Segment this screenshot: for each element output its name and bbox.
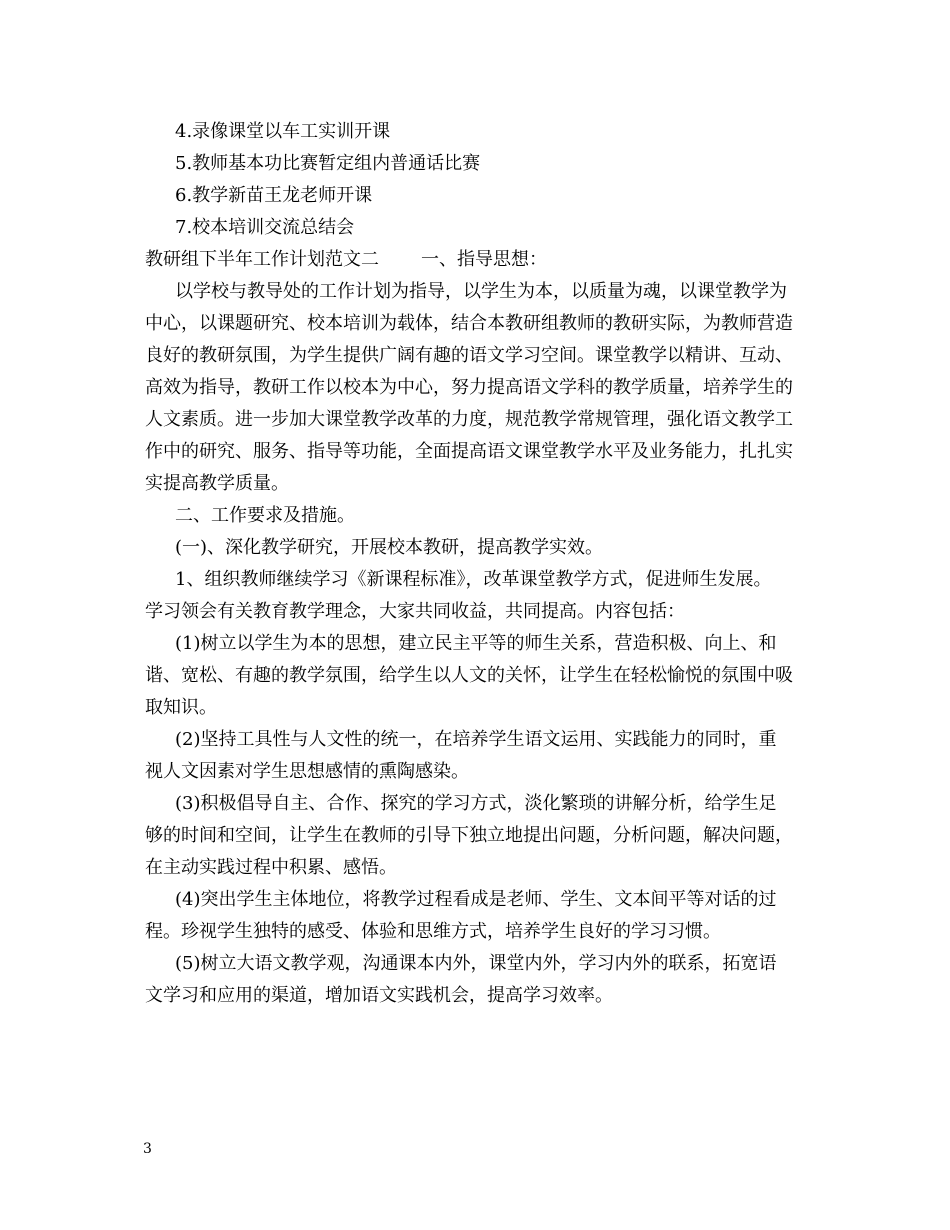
page-number: 3 [143,1141,152,1157]
paragraph-line: 够的时间和空间，让学生在教师的引导下独立地提出问题，分析问题，解决问题， [145,825,793,846]
paragraph-line: 取知识。 [145,697,217,718]
paragraph-line: (3)积极倡导自主、合作、探究的学习方式，淡化繁琐的讲解分析，给学生足 [175,793,777,814]
paragraph-line: (5)树立大语文教学观，沟通课本内外，课堂内外，学习内外的联系，拓宽语 [175,953,777,974]
document-body [145,116,815,1012]
list-item: 7.校本培训交流总结会 [175,217,355,238]
paragraph-line: 在主动实践过程中积累、感悟。 [145,857,397,878]
paragraph-line: 作中的研究、服务、指导等功能，全面提高语文课堂教学水平及业务能力，扎扎实 [145,441,793,462]
paragraph-line: 谐、宽松、有趣的教学氛围，给学生以人文的关怀，让学生在轻松愉悦的氛围中吸 [145,665,793,686]
paragraph-line: 中心，以课题研究、校本培训为载体，结合本教研组教师的教研实际，为教师营造 [145,313,793,334]
paragraph-line: (1)树立以学生为本的思想，建立民主平等的师生关系，营造积极、向上、和 [175,633,777,654]
paragraph-line: 程。珍视学生独特的感受、体验和思维方式，培养学生良好的学习习惯。 [145,921,721,942]
paragraph-line: 视人文因素对学生思想感情的熏陶感染。 [145,761,469,782]
paragraph-line: (4)突出学生主体地位，将教学过程看成是老师、学生、文本间平等对话的过 [175,889,777,910]
section-subheading: 一、指导思想： [421,249,547,270]
paragraph-line: 文学习和应用的渠道，增加语文实践机会，提高学习效率。 [145,985,613,1006]
list-item: 4.录像课堂以车工实训开课 [175,121,391,142]
paragraph-line: 学习领会有关教育教学理念，大家共同收益，共同提高。内容包括： [145,601,685,622]
paragraph-line: 1、组织教师继续学习《新课程标准》，改革课堂教学方式，促进师生发展。 [175,569,772,590]
list-item: 6.教学新苗王龙老师开课 [175,185,373,206]
paragraph-line: 人文素质。进一步加大课堂教学改革的力度，规范教学常规管理，强化语文教学工 [145,409,793,430]
paragraph-line: 高效为指导，教研工作以校本为中心，努力提高语文学科的教学质量，培养学生的 [145,377,793,398]
sub-section-heading: (一)、深化教学研究，开展校本教研，提高教学实效。 [175,537,604,558]
paragraph-line: 以学校与教导处的工作计划为指导，以学生为本，以质量为魂，以课堂教学为 [175,281,787,302]
paragraph-line: 良好的教研氛围，为学生提供广阔有趣的语文学习空间。课堂教学以精讲、互动、 [145,345,793,366]
paragraph-line: 实提高教学质量。 [145,473,289,494]
section-title: 教研组下半年工作计划范文二 [145,249,379,270]
list-item: 5.教师基本功比赛暂定组内普通话比赛 [175,153,481,174]
requirements-heading: 二、工作要求及措施。 [175,505,355,526]
section-heading [145,244,815,276]
paragraph-line: (2)坚持工具性与人文性的统一，在培养学生语文运用、实践能力的同时，重 [175,729,777,750]
